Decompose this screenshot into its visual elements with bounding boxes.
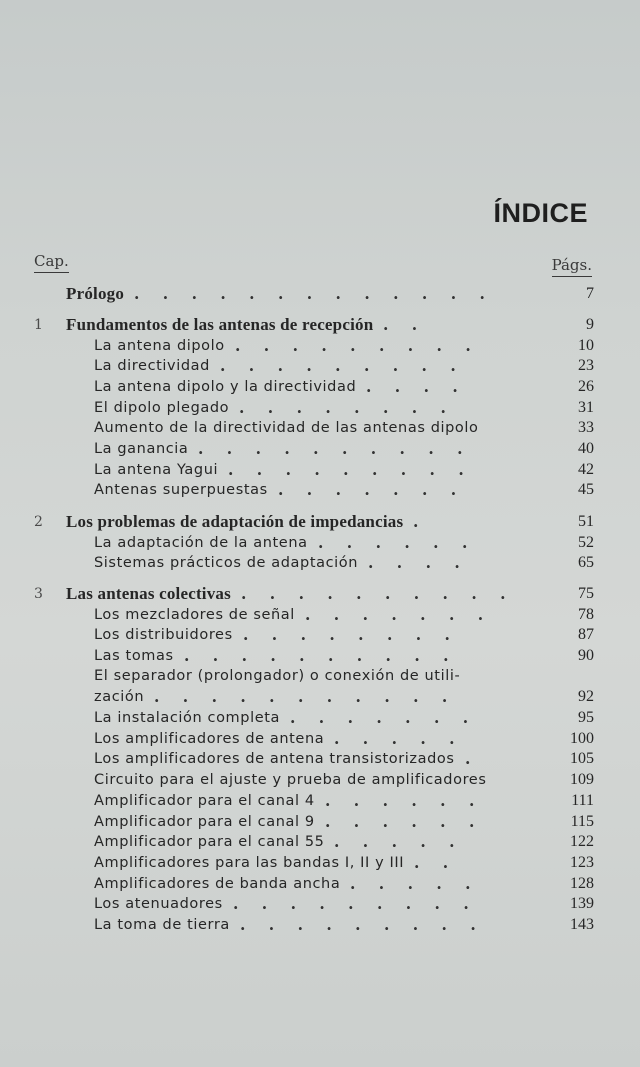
dot-leader: . . xyxy=(414,853,458,872)
pages-column-header: Págs. xyxy=(552,256,592,277)
toc-section-row xyxy=(0,832,640,852)
entry-title: El dipolo plegado xyxy=(94,400,230,416)
toc-section-row xyxy=(0,356,640,376)
dot-leader: . . . . . . . . . xyxy=(220,356,465,375)
page-number: 23 xyxy=(578,357,594,374)
toc-section-row xyxy=(0,605,640,625)
dot-leader: . . . . . . . . . xyxy=(240,915,485,934)
dot-leader: . . . . . . . xyxy=(278,480,466,499)
page-title: ÍNDICE xyxy=(493,198,588,228)
dot-leader: . . . . . . . . . xyxy=(233,894,478,913)
entry-title: Amplificadores para las bandas I, II y III xyxy=(94,855,405,871)
dot-leader: . . xyxy=(383,315,427,334)
entry-title: Amplificador para el canal 4 xyxy=(94,793,315,809)
page-number: 123 xyxy=(570,854,594,871)
toc-chapter-row xyxy=(0,584,640,604)
chapter-number: 1 xyxy=(34,317,43,333)
dot-leader: . . . . . xyxy=(334,729,464,748)
page-number: 52 xyxy=(578,534,594,551)
page-number: 65 xyxy=(578,554,594,571)
entry-title: La antena dipolo xyxy=(94,338,225,354)
page-number: 9 xyxy=(586,316,594,333)
entry-title: La toma de tierra xyxy=(94,917,230,933)
page-number: 26 xyxy=(578,378,594,395)
toc-section-row xyxy=(0,770,640,790)
entry-title: La instalación completa xyxy=(94,710,280,726)
toc-section-row xyxy=(0,480,640,500)
page-number: 78 xyxy=(578,606,594,623)
page-number: 111 xyxy=(571,792,594,809)
dot-leader: . . . . . . xyxy=(325,812,484,831)
toc-section-row xyxy=(0,418,640,438)
entry-title: Amplificador para el canal 55 xyxy=(94,834,325,850)
page-number: 143 xyxy=(570,916,594,933)
page-number: 87 xyxy=(578,626,594,643)
page-number: 51 xyxy=(578,513,594,530)
entry-title: Las antenas colectivas xyxy=(66,584,231,603)
toc-section-row xyxy=(0,336,640,356)
page-number: 7 xyxy=(586,285,594,302)
dot-leader: . . . . . . . . . . xyxy=(184,646,458,665)
page-number: 45 xyxy=(578,481,594,498)
entry-title: Aumento de la directividad de las antenas dipolo xyxy=(94,420,479,436)
page-number: 33 xyxy=(578,419,594,436)
toc-section-row xyxy=(0,553,640,573)
toc-section-row xyxy=(0,791,640,811)
entry-title: Los mezcladores de señal xyxy=(94,607,295,623)
entry-title: Las tomas xyxy=(94,648,174,664)
toc-chapter-row xyxy=(0,284,640,304)
entry-title: Amplificador para el canal 9 xyxy=(94,814,315,830)
dot-leader: . . . . . . . xyxy=(305,605,493,624)
dot-leader: . . . . . . . . xyxy=(239,398,455,417)
entry-title: Los problemas de adaptación de impedancias xyxy=(66,512,404,531)
page-number: 40 xyxy=(578,440,594,457)
dot-leader: . . . . . . . xyxy=(290,708,478,727)
chapter-column-header: Cap. xyxy=(34,252,69,273)
toc-section-row xyxy=(0,687,640,707)
page-number: 139 xyxy=(570,895,594,912)
dot-leader: . . . . . xyxy=(334,832,464,851)
page-number: 100 xyxy=(570,730,594,747)
toc-chapter-row xyxy=(0,315,640,335)
dot-leader: . . . . . . . . . . xyxy=(198,439,472,458)
entry-title: Los atenuadores xyxy=(94,896,223,912)
entry-title: Fundamentos de las antenas de recepción xyxy=(66,315,374,334)
toc-section-row xyxy=(0,708,640,728)
toc-section-row xyxy=(0,915,640,935)
dot-leader: . . . . . . . . . . . . . xyxy=(134,284,494,303)
entry-title: La antena Yagui xyxy=(94,462,219,478)
entry-title: El separador (prolongador) o conexión de utili- xyxy=(94,668,461,684)
toc-section-row xyxy=(0,625,640,645)
dot-leader: . . . . . . . . . xyxy=(235,336,480,355)
entry-title: La ganancia xyxy=(94,441,189,457)
page-number: 42 xyxy=(578,461,594,478)
dot-leader: . . . . . . . . . . . xyxy=(154,687,457,706)
page-number: 90 xyxy=(578,647,594,664)
dot-leader: . . . . . . . . . . xyxy=(241,584,515,603)
entry-title: Amplificadores de banda ancha xyxy=(94,876,341,892)
dot-leader: . . . . . xyxy=(350,874,480,893)
toc-section-row xyxy=(0,460,640,480)
entry-title: Los amplificadores de antena transistorizados xyxy=(94,751,455,767)
page-number: 95 xyxy=(578,709,594,726)
toc-section-row xyxy=(0,398,640,418)
page-number: 128 xyxy=(570,875,594,892)
toc-section-row xyxy=(0,874,640,894)
entry-title: Prólogo xyxy=(66,284,125,303)
dot-leader: . . . . . . . . . xyxy=(228,460,473,479)
entry-title: Sistemas prácticos de adaptación xyxy=(94,555,359,571)
entry-title: Antenas superpuestas xyxy=(94,482,268,498)
entry-title: Los distribuidores xyxy=(94,627,233,643)
chapter-number: 3 xyxy=(34,586,43,602)
toc-section-row xyxy=(0,439,640,459)
toc-section-row xyxy=(0,853,640,873)
dot-leader: . . . . xyxy=(366,377,467,396)
dot-leader: . xyxy=(413,512,428,531)
entry-title: zación xyxy=(94,689,145,705)
toc-section-row xyxy=(0,894,640,914)
entry-title: La directividad xyxy=(94,358,210,374)
page-number: 31 xyxy=(578,399,594,416)
dot-leader: . . . . . . xyxy=(325,791,484,810)
toc-chapter-row xyxy=(0,512,640,532)
page-number: 109 xyxy=(570,771,594,788)
toc-section-row xyxy=(0,377,640,397)
toc-section-row xyxy=(0,749,640,769)
dot-leader: . xyxy=(465,749,480,768)
toc-section-row xyxy=(0,646,640,666)
chapter-number: 2 xyxy=(34,514,43,530)
page-number: 115 xyxy=(570,813,594,830)
dot-leader: . . . . xyxy=(368,553,469,572)
entry-title: La antena dipolo y la directividad xyxy=(94,379,357,395)
entry-title: Circuito para el ajuste y prueba de amplificadores xyxy=(94,772,487,788)
toc-section-row xyxy=(0,666,640,686)
toc-section-row xyxy=(0,533,640,553)
page-number: 75 xyxy=(578,585,594,602)
toc-section-row xyxy=(0,729,640,749)
entry-title: La adaptación de la antena xyxy=(94,535,308,551)
page-number: 105 xyxy=(570,750,594,767)
page-number: 10 xyxy=(578,337,594,354)
dot-leader: . . . . . . . . xyxy=(243,625,459,644)
page-number: 92 xyxy=(578,688,594,705)
dot-leader: . . . . . . xyxy=(318,533,477,552)
toc-section-row xyxy=(0,812,640,832)
page-number: 122 xyxy=(570,833,594,850)
entry-title: Los amplificadores de antena xyxy=(94,731,325,747)
